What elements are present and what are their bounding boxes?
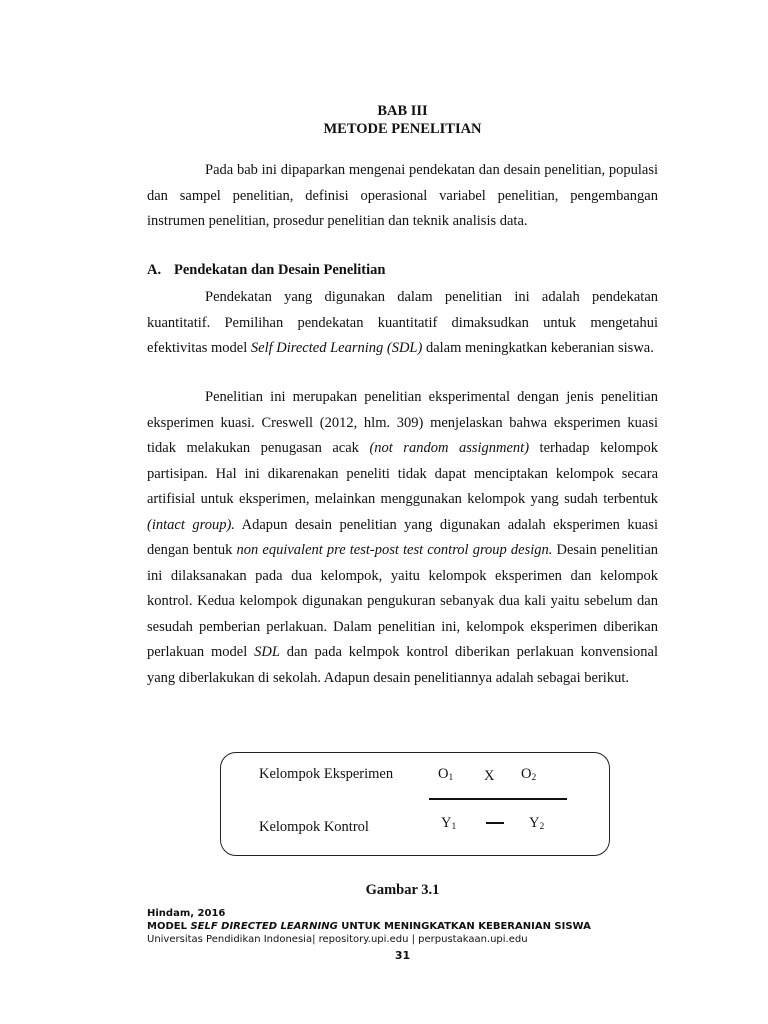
section-title: Pendekatan dan Desain Penelitian [174, 262, 386, 278]
text-run-italic: (intact group). [147, 516, 235, 533]
text-run-italic: SDL [254, 644, 280, 660]
research-design-diagram [220, 752, 610, 856]
subscript: 1 [448, 773, 454, 783]
page-number: 31 [394, 949, 411, 962]
control-group-label: Kelompok Kontrol [259, 819, 369, 835]
experiment-treatment: X [484, 768, 495, 784]
title-prefix: MODEL [147, 921, 191, 932]
no-treatment-dash [486, 822, 504, 824]
title-suffix: UNTUK MENINGKATKAN KEBERANIAN SISWA [337, 921, 591, 932]
symbol: O [438, 766, 449, 782]
subscript: 2 [539, 822, 545, 832]
symbol: Y [441, 815, 452, 831]
author-text: Hindam, 2016 [147, 908, 226, 919]
experiment-posttest [521, 766, 536, 783]
text-run-italic: (not random assignment) [369, 440, 530, 456]
footer-title [147, 921, 591, 934]
intro-paragraph: Pada bab ini dipaparkan mengenai pendekatan dan desain penelitian, populasi dan sampel penelitian, definisi operasional variabel penelitian, pengembangan instrumen penelitian, prosedur penelitian dan teknik analisis data. [147, 162, 658, 229]
text-run: terhadap kelompok partisipan. Hal ini dikarenakan peneliti tidak dapat menciptakan kelompok secara artifisial untuk eksperimen, melainkan menggunakan kelompok yang sudah terbentuk [147, 440, 658, 507]
text-run: Penelitian ini merupakan penelitian eksperimental dengan jenis penelitian eksperimen kuasi. Creswell (2012, hlm. 309) menjelaskan bahwa eksperimen kuasi tidak melakukan penugasan acak [147, 389, 658, 456]
subscript: 1 [451, 822, 457, 832]
text-run: dalam meningkatkan keberanian siswa. [422, 340, 654, 356]
section-heading [147, 262, 385, 279]
footer-author [147, 908, 225, 921]
text-run: Adapun desain penelitian yang digunakan adalah eksperimen kuasi dengan bentuk [147, 516, 658, 558]
experiment-pretest [438, 766, 453, 783]
text-run-italic: non equivalent pre test-post test control group design. [236, 542, 553, 558]
paragraph-approach [147, 285, 658, 362]
text-run-italic: Self Directed Learning (SDL) [250, 340, 423, 356]
group-separator-line [429, 798, 567, 800]
experiment-group-label: Kelompok Eksperimen [259, 766, 394, 782]
figure-caption: Gambar 3.1 [365, 882, 440, 898]
text-run: Pendekatan yang digunakan dalam penelitian ini adalah pendekatan kuantitatif. Pemilihan pendekatan kuantitatif dimaksudkan untuk mengetahui efektivitas model [147, 289, 658, 356]
control-posttest [529, 815, 544, 832]
chapter-label: BAB III [377, 103, 428, 119]
subscript: 2 [531, 773, 537, 783]
symbol: O [521, 766, 532, 782]
symbol: Y [529, 815, 540, 831]
paragraph-design [147, 385, 658, 691]
footer-institution: Universitas Pendidikan Indonesia| repository.upi.edu | perpustakaan.upi.edu [147, 934, 528, 945]
section-letter: A. [147, 262, 162, 278]
title-italic: SELF DIRECTED LEARNING [190, 921, 338, 932]
control-pretest [441, 815, 456, 832]
chapter-title: METODE PENELITIAN [323, 121, 482, 137]
text-run: dan pada kelmpok kontrol diberikan perlakuan konvensional yang diberlakukan di sekolah. Adapun desain penelitiannya adalah sebagai berikut. [147, 644, 658, 686]
text-run: Desain penelitian ini dilaksanakan pada dua kelompok, yaitu kelompok eksperimen dan kelompok kontrol. Kedua kelompok digunakan pengukuran sebanyak dua kali yaitu sebelum dan sesudah pemberian perlakuan. Dalam penelitian ini, kelompok eksperimen diberikan perlakuan model [147, 542, 659, 660]
